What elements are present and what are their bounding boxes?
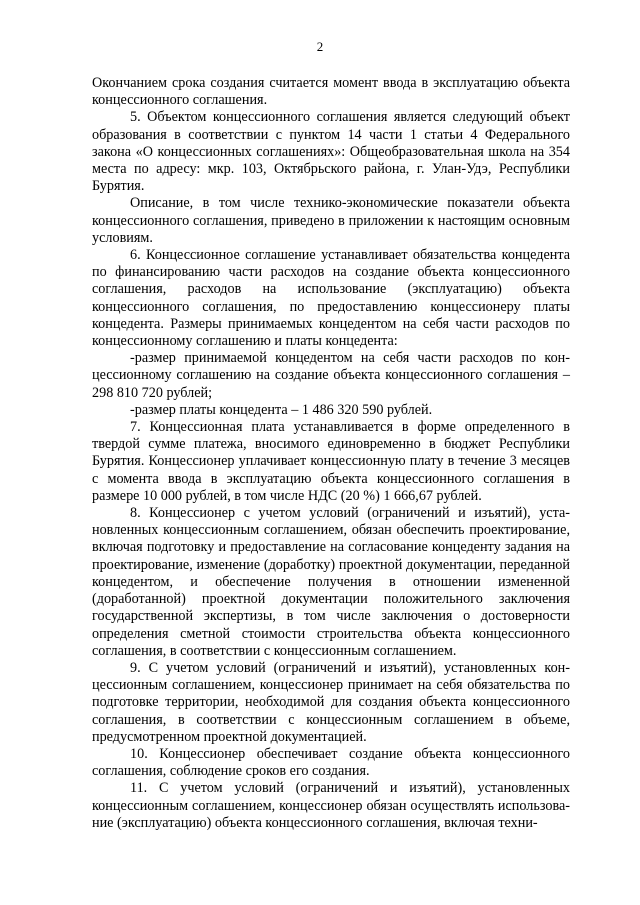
paragraph-expense-share: -размер принимаемой концедентом на себя части расходов по концессионному соглашению на создание объекта концессионного соглашения – 298 810 720 рублей; — [92, 350, 570, 401]
paragraph-description: Описание, в том числе технико-экономические показатели объекта концессионного соглашения, приведено в приложении к настоящим основным условиям. — [92, 195, 570, 246]
paragraph-9-territory: 9. С учетом условий (ограничений и изъятий), установленных концессионным соглашением, концессионер принимает на себя обязательства по подготовке территории, необходимой для создания объекта концессионного соглашения, в соответствии с концессионным соглашением в объеме, предусмотренном проектной документацией. — [92, 659, 570, 745]
paragraph-10-creation: 10. Концессионер обеспечивает создание объекта концессионного соглашения, соблюдение сроков его создания. — [92, 745, 570, 780]
document-body — [92, 75, 570, 832]
paragraph-8-design: 8. Концессионер с учетом условий (ограничений и изъятий), установленных концессионным соглашением, обязан обеспечить проектирование, включая подготовку и предоставление на согласование концеденту задания на проектирование, изменение (доработку) проектной документации, переданной концедентом, и обеспечение получения в отношении измененной (доработанной) проектной документации положительного заключения государственной экспертизы, в том числе заключения о достоверности определения сметной стоимости строительства объекта концессионного соглашения, в соответствии с концессионным соглашением. — [92, 505, 570, 659]
paragraph-11-operation: 11. С учетом условий (ограничений и изъятий), установленных концессионным соглашением, концессионер обязан осуществлять использование (эксплуатацию) объекта концессионного соглашения, включая техни- — [92, 780, 570, 831]
paragraph-grantor-fee: -размер платы концедента – 1 486 320 590 рублей. — [130, 401, 433, 418]
paragraph-5-object: 5. Объектом концессионного соглашения является следующий объект образования в соответствии с пунктом 14 части 1 статьи 4 Федерального закона «О концессионных соглашениях»: Общеобразовательная школа на 354 места по адресу: мкр. 103, Октябрьского района, г. Улан-Удэ, Республики Бурятия. — [92, 109, 570, 195]
paragraph-6-obligations: 6. Концессионное соглашение устанавливает обязательства концедента по финансированию части расходов на создание объекта концессионного соглашения, расходов на использование (эксплуатацию) объекта концессионного соглашения, по предоставлению концессионеру платы концедента. Размеры принимаемых концедентом на себя части расходов по концессионному соглашению и платы концедента: — [92, 247, 570, 350]
page-number: 2 — [316, 39, 324, 54]
paragraph-completion-term: Окончанием срока создания считается момент ввода в эксплуатацию объекта концессионного соглашения. — [92, 75, 570, 109]
paragraph-7-concession-fee: 7. Концессионная плата устанавливается в форме определенного в твердой сумме платежа, вносимого единовременно в бюджет Республики Бурятия. Концессионер уплачивает концессионную плату в течение 3 месяцев с момента ввода в эксплуатацию объекта концессионного соглашения в размере 10 000 рублей, в том числе НДС (20 %) 1 666,67 рублей. — [92, 419, 570, 504]
